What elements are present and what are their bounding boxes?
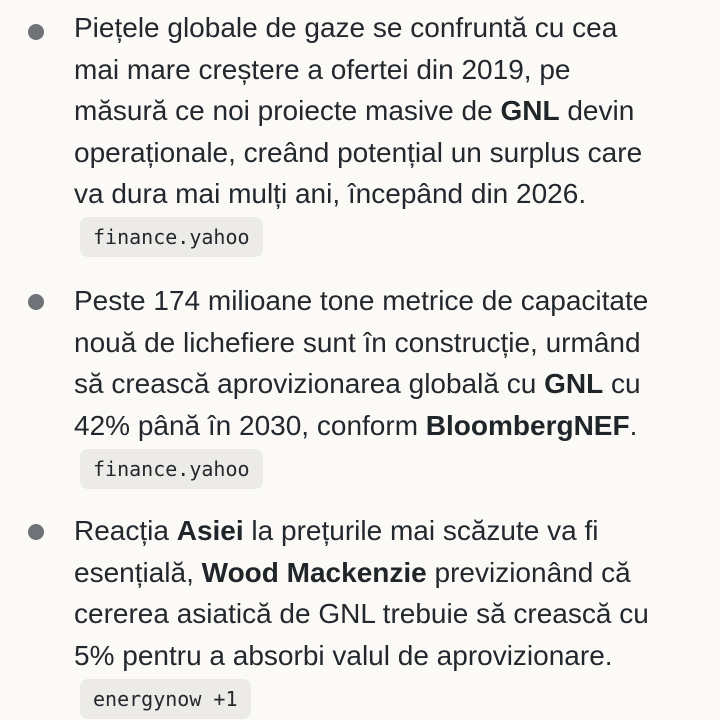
text-segment: la prețurile mai scăzute va fi [243, 515, 599, 546]
text-segment: previzionând că [426, 556, 631, 588]
text-segment: esențială, [74, 556, 202, 588]
text-segment: cererea asiatică de GNL trebuie să crească cu [74, 598, 649, 629]
text-segment: mai mare creștere a ofertei din 2019, pe [74, 53, 571, 85]
source-chip[interactable]: energynow +1 [80, 679, 251, 719]
bullet-text [74, 7, 702, 215]
text-segment: operaționale, creând potențial un surplus care [74, 136, 643, 168]
bullet-text [74, 510, 702, 676]
bullet-dot-icon [28, 294, 44, 310]
text-segment: 5% pentru a absorbi valul de aprovizionare. [74, 639, 613, 671]
bullet-dot-icon [28, 524, 44, 540]
highlighted-term: GNL [500, 95, 560, 126]
highlighted-term: Wood Mackenzie [201, 556, 427, 588]
text-segment: devin [559, 95, 635, 126]
source-chip[interactable]: finance.yahoo [80, 449, 263, 489]
text-segment: nouă de lichefiere sunt în construcție, urmând [74, 326, 641, 358]
text-segment: Reacția [74, 515, 177, 546]
text-segment: Piețele globale de gaze se confruntă cu cea [74, 12, 618, 43]
text-segment: . [629, 409, 638, 441]
text-segment: să crească aprovizionarea globală cu [74, 368, 545, 399]
highlighted-term: GNL [544, 368, 604, 399]
text-segment: Peste 174 milioane tone metrice de capacitate [74, 285, 649, 316]
highlighted-term: Asiei [176, 515, 244, 546]
source-chip[interactable]: finance.yahoo [80, 217, 263, 257]
bullet-dot-icon [28, 24, 44, 40]
highlighted-term: BloombergNEF [425, 409, 630, 441]
text-segment: măsură ce noi proiecte masive de [74, 95, 501, 126]
text-segment: cu [603, 368, 641, 399]
bullet-text [74, 280, 702, 446]
text-segment: 42% până în 2030, conform [74, 409, 426, 441]
text-segment: va dura mai mulți ani, începând din 2026. [74, 178, 587, 209]
